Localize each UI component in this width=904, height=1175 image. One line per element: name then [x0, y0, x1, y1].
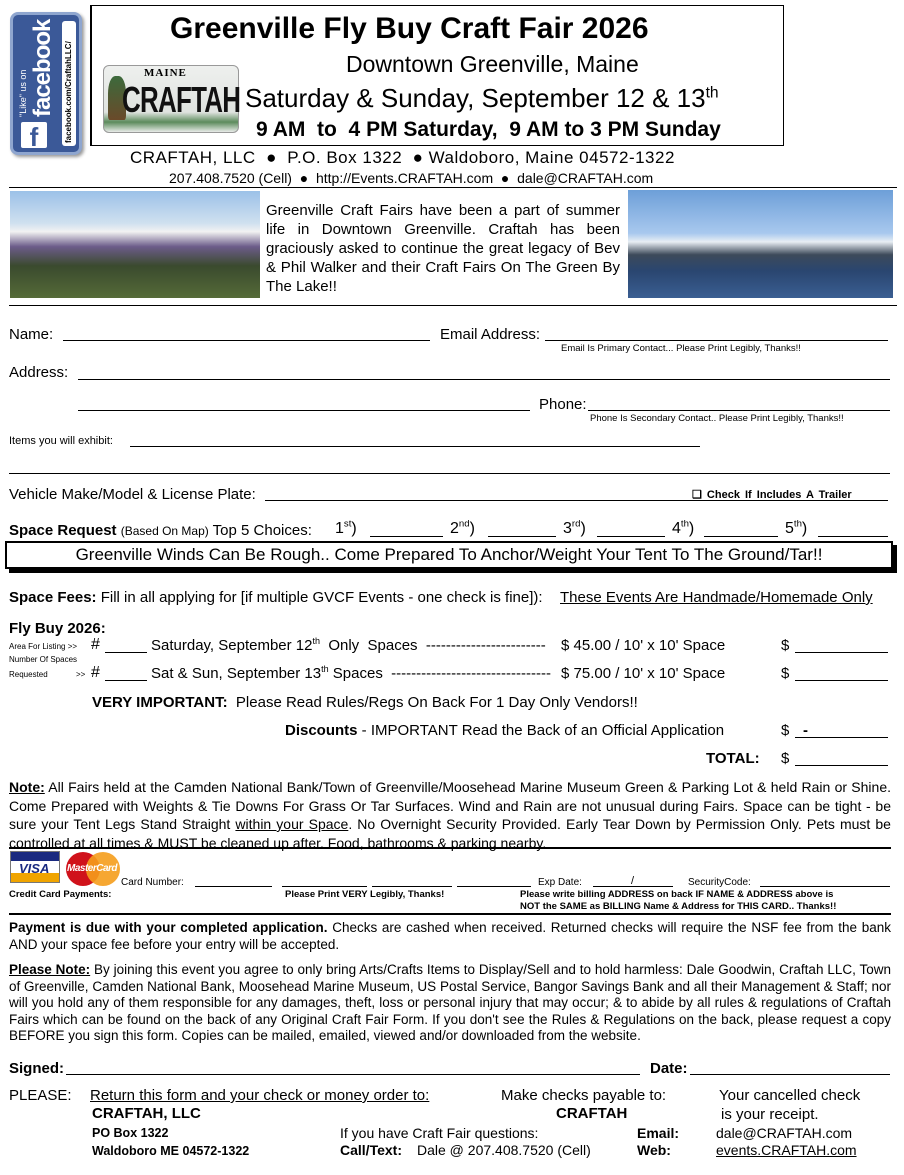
email-contact-label: Email:: [637, 1125, 680, 1141]
security-code-field[interactable]: [760, 886, 890, 887]
event-hours: 9 AM to 4 PM Saturday, 9 AM to 3 PM Sunday: [256, 118, 721, 141]
space-map-note: (Based On Map): [120, 524, 209, 538]
important-row: VERY IMPORTANT: Please Read Rules/Regs On Back For 1 Day Only Vendors!!: [92, 694, 638, 711]
space-fees-row: [9, 589, 543, 606]
please-note-paragraph: Please Note: By joining this event you agree to only bring Arts/Crafts Items to Display/Sell and to hold harmless: Dale Goodwin, Craftah LLC, Town of Greenville, Camden National Bank, Moosehead Marine Museum, US Postal Service, Bangor Savings Bank and all their Management & Staff; nor will you hold any of them responsible for any damages, theft, loss or personal injury that may occur; & to abide by all rules & regulations of Craftah Fairs which can be found on the back of any Original Craft Fair Form. If you don't see the Rules & Regulations on the back, please request a copy BEFORE you sign this form. Copies can be mailed, emailed, viewed and/or downloaded from the website.: [9, 962, 891, 1043]
note-paragraph: Note: All Fairs held at the Camden National Bank/Town of Greenville/Moosehead Marine Museum Green & Parking Lot & held Rain or Shine. Come Prepared with Weights & Tie Downs For Grass Or Tar Surfaces. Wind and Rain are not unusual during Fairs. Space can be tight - be sure your Tent Legs Stand Straight within your Space. No Overnight Security Provided. Early Tear Down by Permission Only. Pets must be controlled at all times & MUST be cleaned up after. Food, bathrooms & parking nearby.: [9, 779, 891, 851]
total-field[interactable]: [795, 765, 888, 766]
choice-5: 5th): [785, 518, 808, 537]
billing-note-2: NOT the SAME as BILLING Name & Address for THIS CARD.. Thanks!!: [520, 901, 837, 912]
footer-po-box: PO Box 1322: [92, 1126, 169, 1140]
facebook-url: facebook.com/CraftahLLC/: [64, 41, 73, 143]
trailer-checkbox[interactable]: ❏ Check If Includes A Trailer: [692, 489, 852, 501]
dates-text: Saturday & Sunday, September 12 & 13: [245, 83, 706, 113]
questions-label: If you have Craft Fair questions:: [340, 1125, 539, 1141]
choice-2-field[interactable]: [488, 536, 556, 537]
steamboat-photo: [628, 190, 893, 298]
discount-field[interactable]: [795, 737, 888, 738]
footer-city: Waldoboro ME 04572-1322: [92, 1144, 250, 1158]
dates-sup: th: [705, 84, 719, 102]
footer-company: CRAFTAH, LLC: [92, 1105, 201, 1122]
payee: CRAFTAH: [556, 1105, 628, 1122]
choice-5-field[interactable]: [818, 536, 888, 537]
handmade-note: These Events Are Handmade/Homemade Only: [560, 589, 873, 606]
call-label: Call/Text:: [340, 1142, 402, 1158]
side-label-1: Area For Listing >>: [9, 642, 78, 651]
weekend-dollar: $: [781, 665, 790, 682]
total-dollar: $: [781, 750, 790, 767]
choice-2: 2nd): [450, 518, 475, 537]
wind-warning-box: Greenville Winds Can Be Rough.. Come Prepared To Anchor/Weight Your Tent To The Ground/Tar!!: [5, 541, 893, 569]
weekend-price: $ 75.00 / 10' x 10' Space: [561, 665, 726, 682]
address-field-line1[interactable]: [78, 379, 890, 380]
weekend-amount-field[interactable]: [795, 680, 888, 681]
saturday-amount-field[interactable]: [795, 652, 888, 653]
space-fees-label: Space Fees:: [9, 589, 97, 606]
visa-logo: VISA: [10, 851, 60, 883]
date-field[interactable]: [690, 1074, 890, 1075]
email-contact[interactable]: dale@CRAFTAH.com: [716, 1125, 853, 1141]
payment-paragraph: Payment is due with your completed application. Checks are cashed when received. Returned checks will require the NSF fee from the bank AND your space fee before your entry will be accepted.: [9, 920, 891, 952]
top-choices-label: Top 5 Choices:: [212, 522, 312, 539]
divider: [9, 187, 897, 188]
call-number[interactable]: Dale @ 207.408.7520 (Cell): [417, 1142, 591, 1158]
date-label: Date:: [650, 1060, 688, 1077]
saturday-dollar: $: [781, 637, 790, 654]
hash-2: #: [91, 664, 100, 681]
email-note: Email Is Primary Contact... Please Print Legibly, Thanks!!: [561, 343, 801, 354]
address-field-line2[interactable]: [78, 410, 530, 411]
name-label: Name:: [9, 326, 54, 343]
facebook-badge[interactable]: [10, 12, 82, 155]
choice-4-field[interactable]: [704, 536, 778, 537]
web-link[interactable]: events.CRAFTAH.com: [716, 1142, 857, 1158]
phone-note: Phone Is Secondary Contact.. Please Print Legibly, Thanks!!: [590, 413, 844, 424]
vehicle-label: Vehicle Make/Model & License Plate:: [9, 486, 256, 503]
address-label: Address:: [9, 364, 69, 381]
craft-fair-photo: [10, 191, 260, 298]
choice-1: 1st): [335, 518, 357, 537]
weekend-spaces-field[interactable]: [105, 680, 147, 681]
plate-state: MAINE: [144, 67, 187, 79]
phone-label: Phone:: [539, 396, 587, 413]
divider: [9, 847, 891, 849]
saturday-row: Saturday, September 12th Only Spaces ------------------------: [151, 636, 546, 654]
location: Downtown Greenville, Maine: [346, 51, 639, 77]
choice-4: 4th): [672, 518, 695, 537]
page-title: Greenville Fly Buy Craft Fair 2026: [170, 12, 649, 45]
saturday-spaces-field[interactable]: [105, 652, 147, 653]
exp-slash: /: [631, 875, 635, 887]
craftah-license-plate-logo: [103, 65, 239, 133]
facebook-wordmark: facebook: [29, 19, 56, 117]
company-address: CRAFTAH, LLC ● P.O. Box 1322 ● Waldoboro, Maine 04572-1322: [130, 148, 675, 167]
print-legibly-note: Please Print VERY Legibly, Thanks!: [285, 889, 445, 900]
space-request-label: Space Request: [9, 522, 117, 539]
items-field[interactable]: [130, 446, 700, 447]
credit-card-label: Credit Card Payments:: [9, 889, 112, 900]
side-label-3: Requested: [9, 670, 48, 679]
divider: [9, 913, 891, 915]
choice-3-field[interactable]: [597, 536, 665, 537]
divider: [9, 305, 897, 306]
space-request-row: [9, 522, 312, 539]
hash-1: #: [91, 636, 100, 653]
phone-field[interactable]: [588, 410, 890, 411]
billing-note-1: Please write billing ADDRESS on back IF NAME & ADDRESS above is: [520, 889, 834, 900]
plate-text: CRAFTAH: [122, 79, 241, 120]
company-contacts: 207.408.7520 (Cell) ● http://Events.CRAFTAH.com ● dale@CRAFTAH.com: [169, 170, 654, 186]
payable-label: Make checks payable to:: [501, 1087, 667, 1104]
discounts-row: Discounts - IMPORTANT Read the Back of an Official Application: [285, 722, 725, 739]
card-number-field-3[interactable]: [372, 886, 452, 887]
discount-value: -: [803, 722, 808, 739]
facebook-url-strip: [62, 21, 76, 146]
please-label: PLEASE:: [9, 1087, 72, 1104]
receipt-note-1: Your cancelled check: [719, 1087, 861, 1104]
card-number-field-4[interactable]: [457, 886, 531, 887]
total-label: TOTAL:: [706, 750, 760, 767]
card-number-field-2[interactable]: [282, 886, 367, 887]
items-label: Items you will exhibit:: [9, 435, 113, 447]
choice-1-field[interactable]: [370, 536, 443, 537]
return-instructions: Return this form and your check or money order to:: [90, 1087, 430, 1104]
signature-field[interactable]: [66, 1074, 640, 1075]
name-field[interactable]: [63, 340, 430, 341]
event-dates: [245, 83, 719, 114]
card-number-field-1[interactable]: [195, 886, 272, 887]
like-text: "Like" us on: [18, 69, 28, 117]
exp-date-label: Exp Date:: [538, 877, 582, 888]
intro-text: Greenville Craft Fairs have been a part of summer life in Downtown Greenville. Craftah has been graciously asked to continue the great legacy of Bev & Phil Walker and their Craft Fairs On The Green By The Lake!!: [266, 202, 620, 295]
receipt-note-2: is your receipt.: [721, 1106, 819, 1123]
card-number-label: Card Number:: [121, 877, 184, 888]
fees-heading: Fly Buy 2026:: [9, 620, 106, 637]
side-label-3b: >>: [76, 670, 86, 679]
email-label: Email Address:: [440, 326, 541, 343]
side-label-2: Number Of Spaces: [9, 655, 78, 664]
discount-dollar: $: [781, 722, 790, 739]
mastercard-logo: MasterCard: [66, 852, 120, 886]
email-field[interactable]: [545, 340, 888, 341]
space-fees-text: Fill in all applying for [if multiple GVCF Events - one check is fine]):: [100, 589, 543, 606]
signed-label: Signed:: [9, 1060, 64, 1077]
weekend-row: Sat & Sun, September 13th Spaces --------------------------------: [151, 664, 552, 682]
choice-3: 3rd): [563, 518, 586, 537]
items-field-line2[interactable]: [9, 473, 890, 474]
facebook-f-icon: f: [21, 122, 47, 148]
saturday-price: $ 45.00 / 10' x 10' Space: [561, 637, 726, 654]
security-code-label: SecurityCode:: [688, 877, 751, 888]
web-label: Web:: [637, 1142, 671, 1158]
